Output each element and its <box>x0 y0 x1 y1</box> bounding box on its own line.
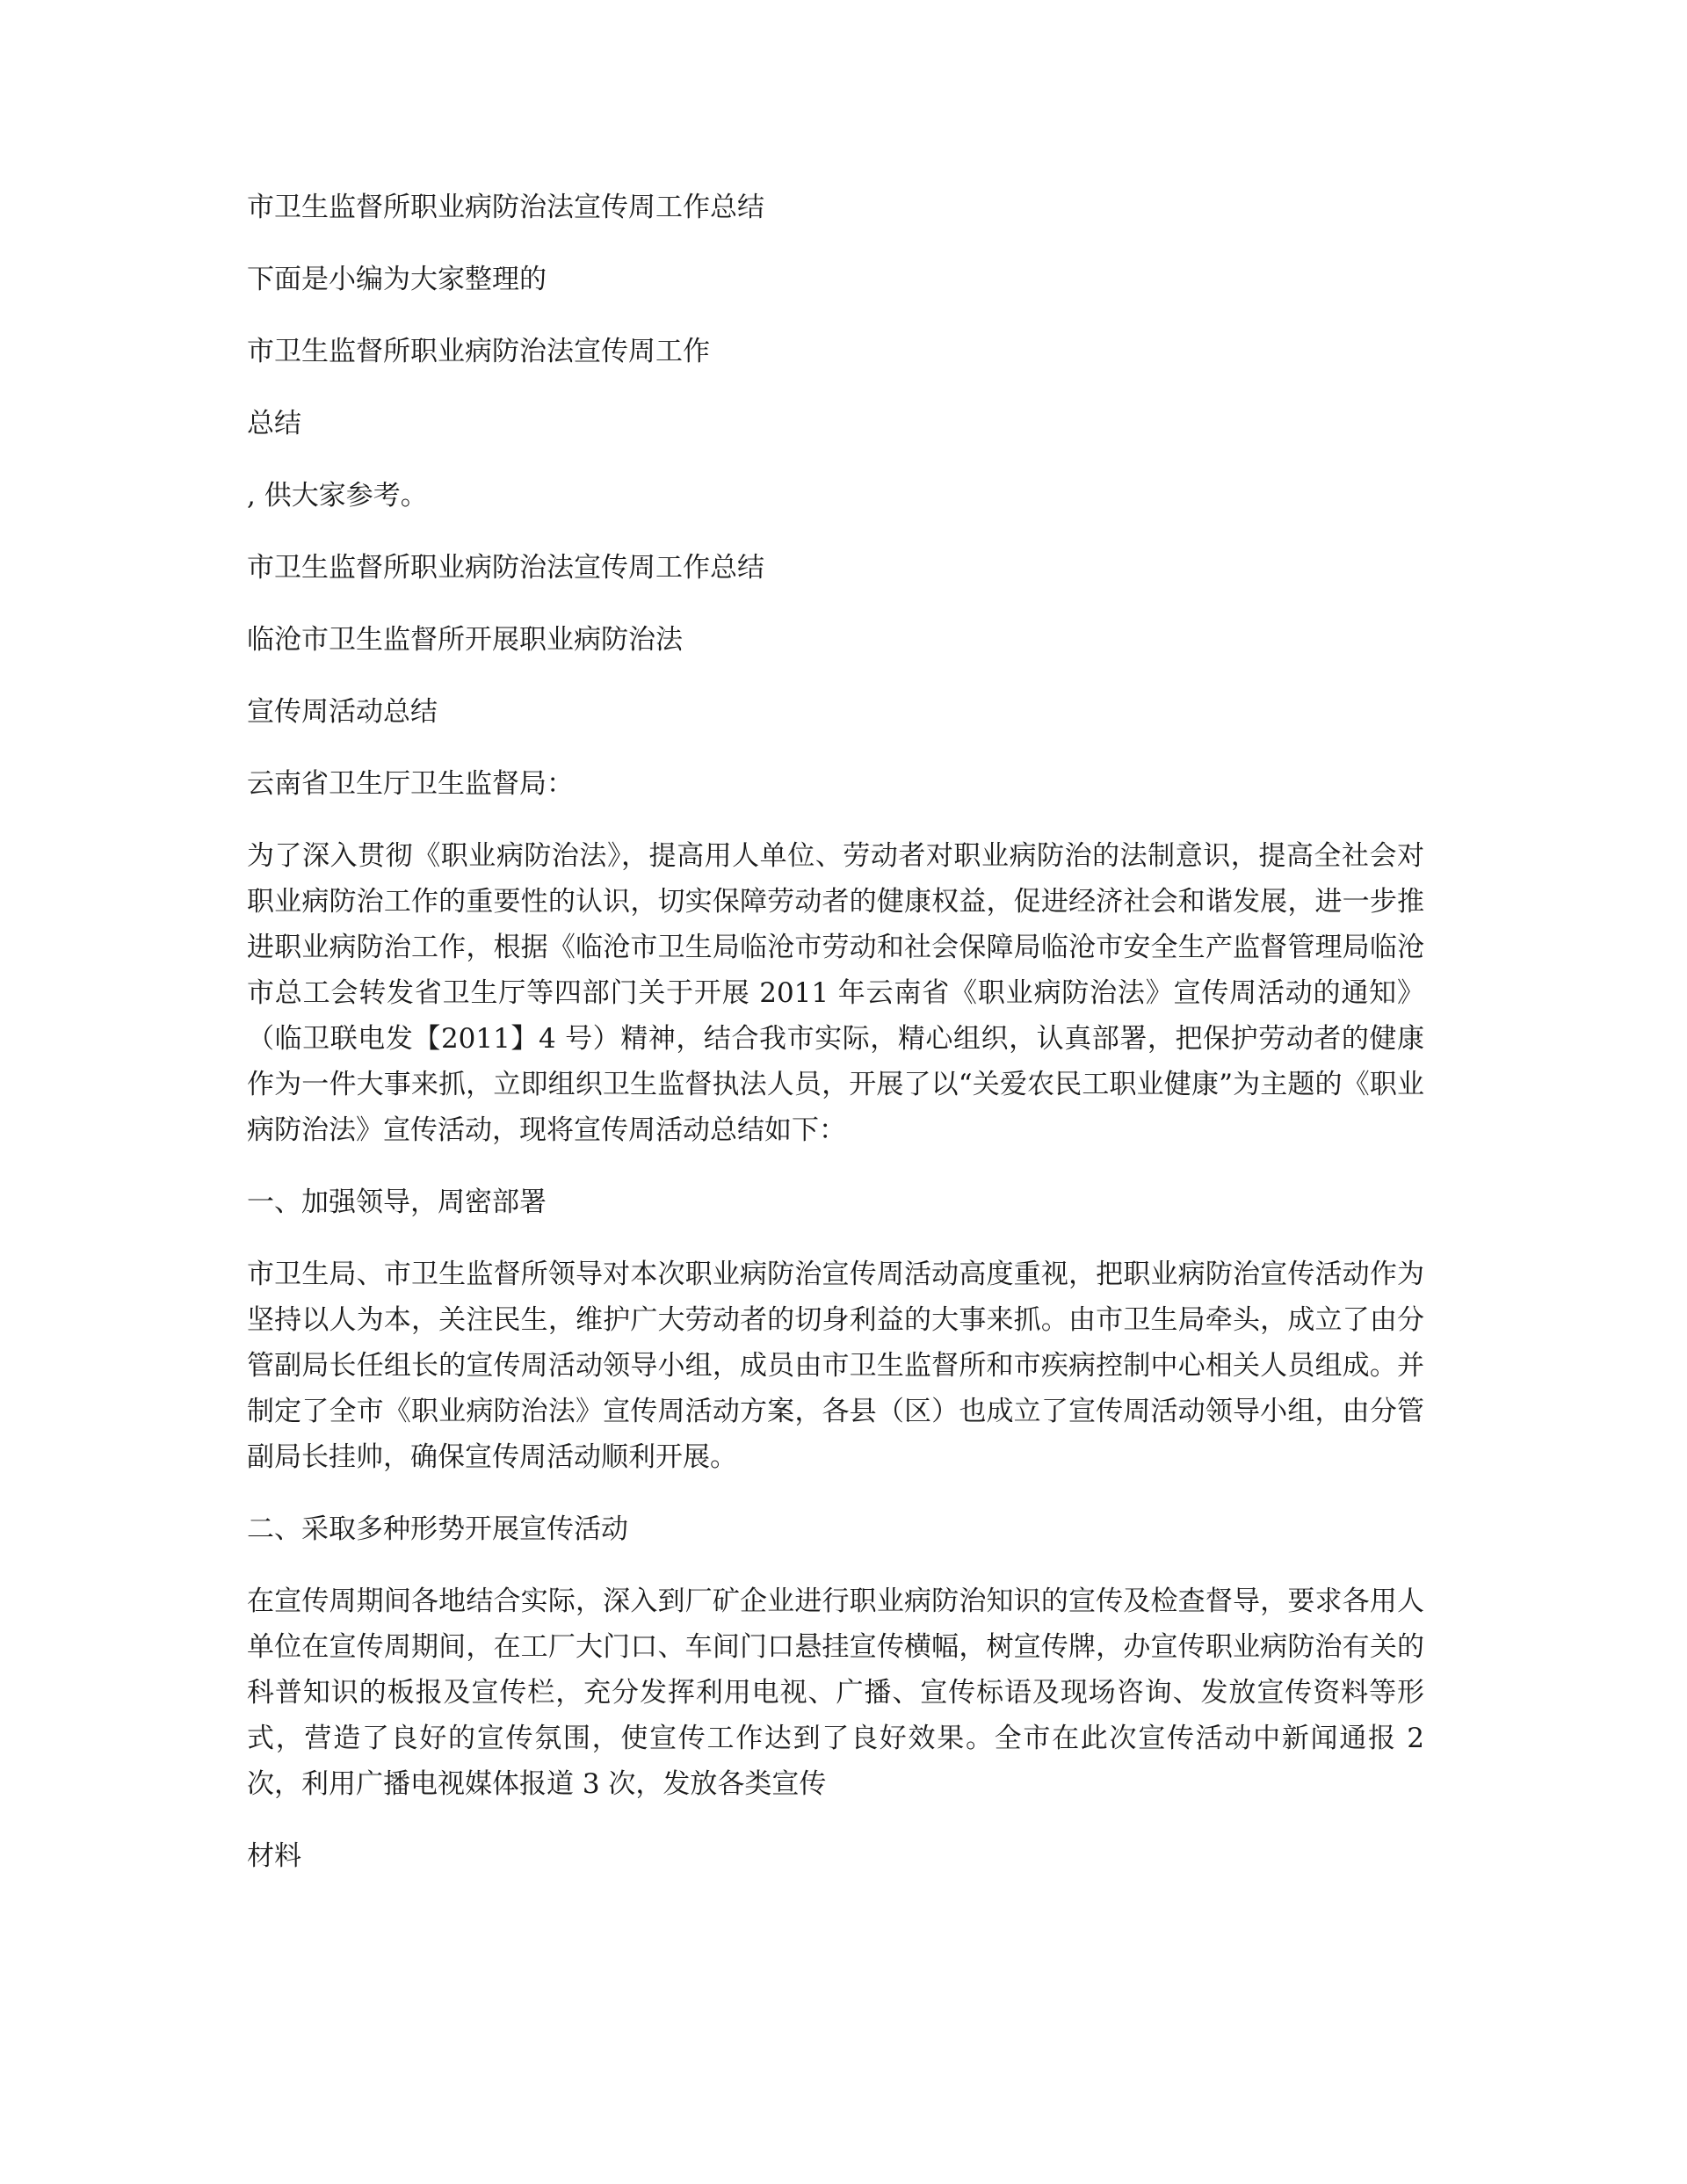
tail-line: 材料 <box>247 1840 301 1872</box>
addressee: 云南省卫生厅卫生监督局： <box>247 768 574 800</box>
intro-line: 下面是小编为大家整理的 <box>247 264 547 295</box>
reference-line: , 供大家参考。 <box>247 480 428 512</box>
paragraph-1: 为了深入贯彻《职业病防治法》，提高用人单位、劳动者对职业病防治的法制意识，提高全社会对职业病防治工作的重要性的认识，切实保障劳动者的健康权益，促进经济社会和谐发展，进一步推进职业病防治工作，根据《临沧市卫生局临沧市劳动和社会保障局临沧市安全生产监督管理局临沧市总工会转发省卫生厅等四部门关于开展 2011 年云南省《职业病防治法》宣传周活动的通知》（临卫联电发【2011】4 号）精神，结合我市实际，精心组织，认真部署，把保护劳动者的健康作为一件大事来抓，立即组织卫生监督执法人员，开展了以“关爱农民工职业健康”为主题的《职业病防治法》宣传活动，现将宣传周活动总结如下： <box>247 840 1424 1146</box>
section-heading-1: 一、加强领导，周密部署 <box>247 1186 547 1218</box>
paragraph-2: 市卫生局、市卫生监督所领导对本次职业病防治宣传周活动高度重视，把职业病防治宣传活动作为坚持以人为本，关注民生，维护广大劳动者的切身利益的大事来抓。由市卫生局牵头，成立了由分管副局长任组长的宣传周活动领导小组，成员由市卫生监督所和市疾病控制中心相关人员组成。并制定了全市《职业病防治法》宣传周活动方案，各县（区）也成立了宣传周活动领导小组，由分管副局长挂帅，确保宣传周活动顺利开展。 <box>247 1259 1424 1473</box>
report-title-line-1: 临沧市卫生监督所开展职业病防治法 <box>247 624 683 656</box>
section-heading-2: 二、采取多种形势开展宣传活动 <box>247 1513 628 1545</box>
document-title: 市卫生监督所职业病防治法宣传周工作总结 <box>247 192 764 223</box>
document-body <box>247 185 1424 1905</box>
report-title-line-2: 宣传周活动总结 <box>247 696 438 728</box>
paragraph-3: 在宣传周期间各地结合实际，深入到厂矿企业进行职业病防治知识的宣传及检查督导，要求各用人单位在宣传周期间，在工厂大门口、车间门口悬挂宣传横幅，树宣传牌，办宣传职业病防治有关的科普知识的板报及宣传栏，充分发挥利用电视、广播、宣传标语及现场咨询、发放宣传资料等形式，营造了良好的宣传氛围，使宣传工作达到了良好效果。全市在此次宣传活动中新闻通报 2 次，利用广播电视媒体报道 3 次，发放各类宣传 <box>247 1585 1424 1800</box>
title-fragment-2: 总结 <box>247 408 301 439</box>
repeat-title: 市卫生监督所职业病防治法宣传周工作总结 <box>247 552 764 584</box>
title-fragment-1: 市卫生监督所职业病防治法宣传周工作 <box>247 336 710 367</box>
